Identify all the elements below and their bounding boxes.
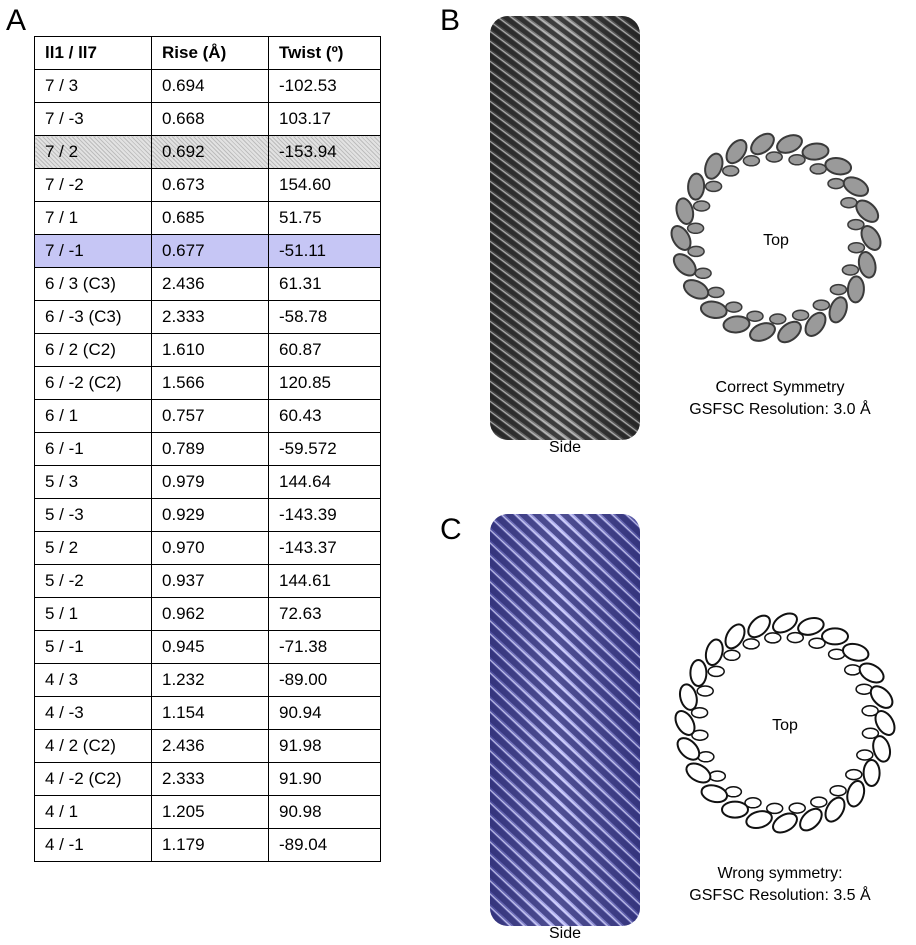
cell-rise: 0.929 [152,499,269,532]
cell-layer-lines: 4 / 2 (C2) [35,730,152,763]
panel-a-letter: A [6,4,27,37]
cell-twist: 120.85 [269,367,381,400]
side-label-b: Side [548,439,582,456]
cell-rise: 0.789 [152,433,269,466]
cell-rise: 1.566 [152,367,269,400]
cell-rise: 1.205 [152,796,269,829]
top-label-c: Top [772,717,798,734]
table-row [35,202,381,235]
cell-layer-lines: 5 / 3 [35,466,152,499]
caption-c-line2: GSFSC Resolution: 3.5 Å [689,887,871,904]
cell-rise: 1.232 [152,664,269,697]
cell-twist: 90.98 [269,796,381,829]
cell-layer-lines: 4 / -2 (C2) [35,763,152,796]
panel-b-letter: B [440,4,461,37]
cell-twist: -143.39 [269,499,381,532]
side-view-wrong-map [485,510,645,930]
cell-rise: 1.154 [152,697,269,730]
table-row [35,169,381,202]
cell-rise: 0.979 [152,466,269,499]
cell-layer-lines: 7 / -3 [35,103,152,136]
cell-layer-lines: 4 / -3 [35,697,152,730]
cell-rise: 0.757 [152,400,269,433]
cell-twist: 90.94 [269,697,381,730]
symmetry-table [34,36,381,862]
cell-rise: 0.694 [152,70,269,103]
table-row [35,301,381,334]
table-row [35,235,381,268]
table-row [35,400,381,433]
caption-b-line1: Correct Symmetry [715,379,845,396]
cell-layer-lines: 5 / 2 [35,532,152,565]
cell-twist: -153.94 [269,136,381,169]
caption-b-line2: GSFSC Resolution: 3.0 Å [689,401,871,418]
top-view-wrong-map [660,598,910,848]
cell-twist: -143.37 [269,532,381,565]
cell-rise: 1.179 [152,829,269,862]
cell-layer-lines: 4 / 3 [35,664,152,697]
table-row [35,565,381,598]
table-row [35,631,381,664]
cell-rise: 0.937 [152,565,269,598]
top-label-b: Top [763,232,789,249]
cell-layer-lines: 5 / -1 [35,631,152,664]
cell-layer-lines: 4 / -1 [35,829,152,862]
cell-rise: 0.685 [152,202,269,235]
table-row [35,136,381,169]
cell-twist: 60.87 [269,334,381,367]
cell-twist: -58.78 [269,301,381,334]
cell-twist: -71.38 [269,631,381,664]
cell-twist: -89.00 [269,664,381,697]
cell-layer-lines: 7 / -1 [35,235,152,268]
table-row [35,730,381,763]
cell-layer-lines: 7 / 2 [35,136,152,169]
cell-twist: -102.53 [269,70,381,103]
cell-layer-lines: 7 / 1 [35,202,152,235]
cell-rise: 2.436 [152,730,269,763]
panel-c-letter: C [440,513,462,546]
cell-twist: 91.98 [269,730,381,763]
cell-rise: 0.673 [152,169,269,202]
table-row [35,664,381,697]
cell-twist: 144.64 [269,466,381,499]
cell-twist: 51.75 [269,202,381,235]
cell-layer-lines: 6 / -1 [35,433,152,466]
cell-rise: 0.945 [152,631,269,664]
table-row [35,70,381,103]
header-rise: Rise (Å) [152,37,269,70]
cell-twist: -59.572 [269,433,381,466]
table-row [35,466,381,499]
table-row [35,103,381,136]
cell-rise: 2.333 [152,301,269,334]
cell-twist: 91.90 [269,763,381,796]
side-view-correct-map [485,12,645,432]
table-row [35,367,381,400]
cell-rise: 0.677 [152,235,269,268]
table-row [35,532,381,565]
cell-twist: 72.63 [269,598,381,631]
table-row [35,433,381,466]
header-layer-lines: ll1 / ll7 [35,37,152,70]
top-view-correct-map [656,118,896,358]
cell-rise: 1.610 [152,334,269,367]
table-row [35,598,381,631]
cell-layer-lines: 7 / 3 [35,70,152,103]
table-row [35,829,381,862]
cell-layer-lines: 7 / -2 [35,169,152,202]
table-row [35,499,381,532]
cell-layer-lines: 5 / 1 [35,598,152,631]
cell-twist: -51.11 [269,235,381,268]
cell-rise: 0.692 [152,136,269,169]
side-label-c: Side [548,925,582,942]
table-body [35,70,381,862]
cell-layer-lines: 6 / -3 (C3) [35,301,152,334]
caption-c-line1: Wrong symmetry: [717,865,843,882]
cell-rise: 2.436 [152,268,269,301]
cell-layer-lines: 6 / 3 (C3) [35,268,152,301]
table-row [35,334,381,367]
cell-layer-lines: 5 / -3 [35,499,152,532]
cell-layer-lines: 5 / -2 [35,565,152,598]
cell-layer-lines: 6 / 1 [35,400,152,433]
cell-twist: 154.60 [269,169,381,202]
cell-layer-lines: 6 / -2 (C2) [35,367,152,400]
cell-twist: 61.31 [269,268,381,301]
table-header-row [35,37,381,70]
cell-layer-lines: 4 / 1 [35,796,152,829]
cell-twist: 60.43 [269,400,381,433]
table-row [35,268,381,301]
cell-layer-lines: 6 / 2 (C2) [35,334,152,367]
cell-twist: 144.61 [269,565,381,598]
table-row [35,763,381,796]
cell-twist: 103.17 [269,103,381,136]
header-twist: Twist (º) [269,37,381,70]
cell-rise: 0.668 [152,103,269,136]
cell-rise: 2.333 [152,763,269,796]
table-row [35,697,381,730]
cell-rise: 0.962 [152,598,269,631]
cell-twist: -89.04 [269,829,381,862]
table-row [35,796,381,829]
cell-rise: 0.970 [152,532,269,565]
